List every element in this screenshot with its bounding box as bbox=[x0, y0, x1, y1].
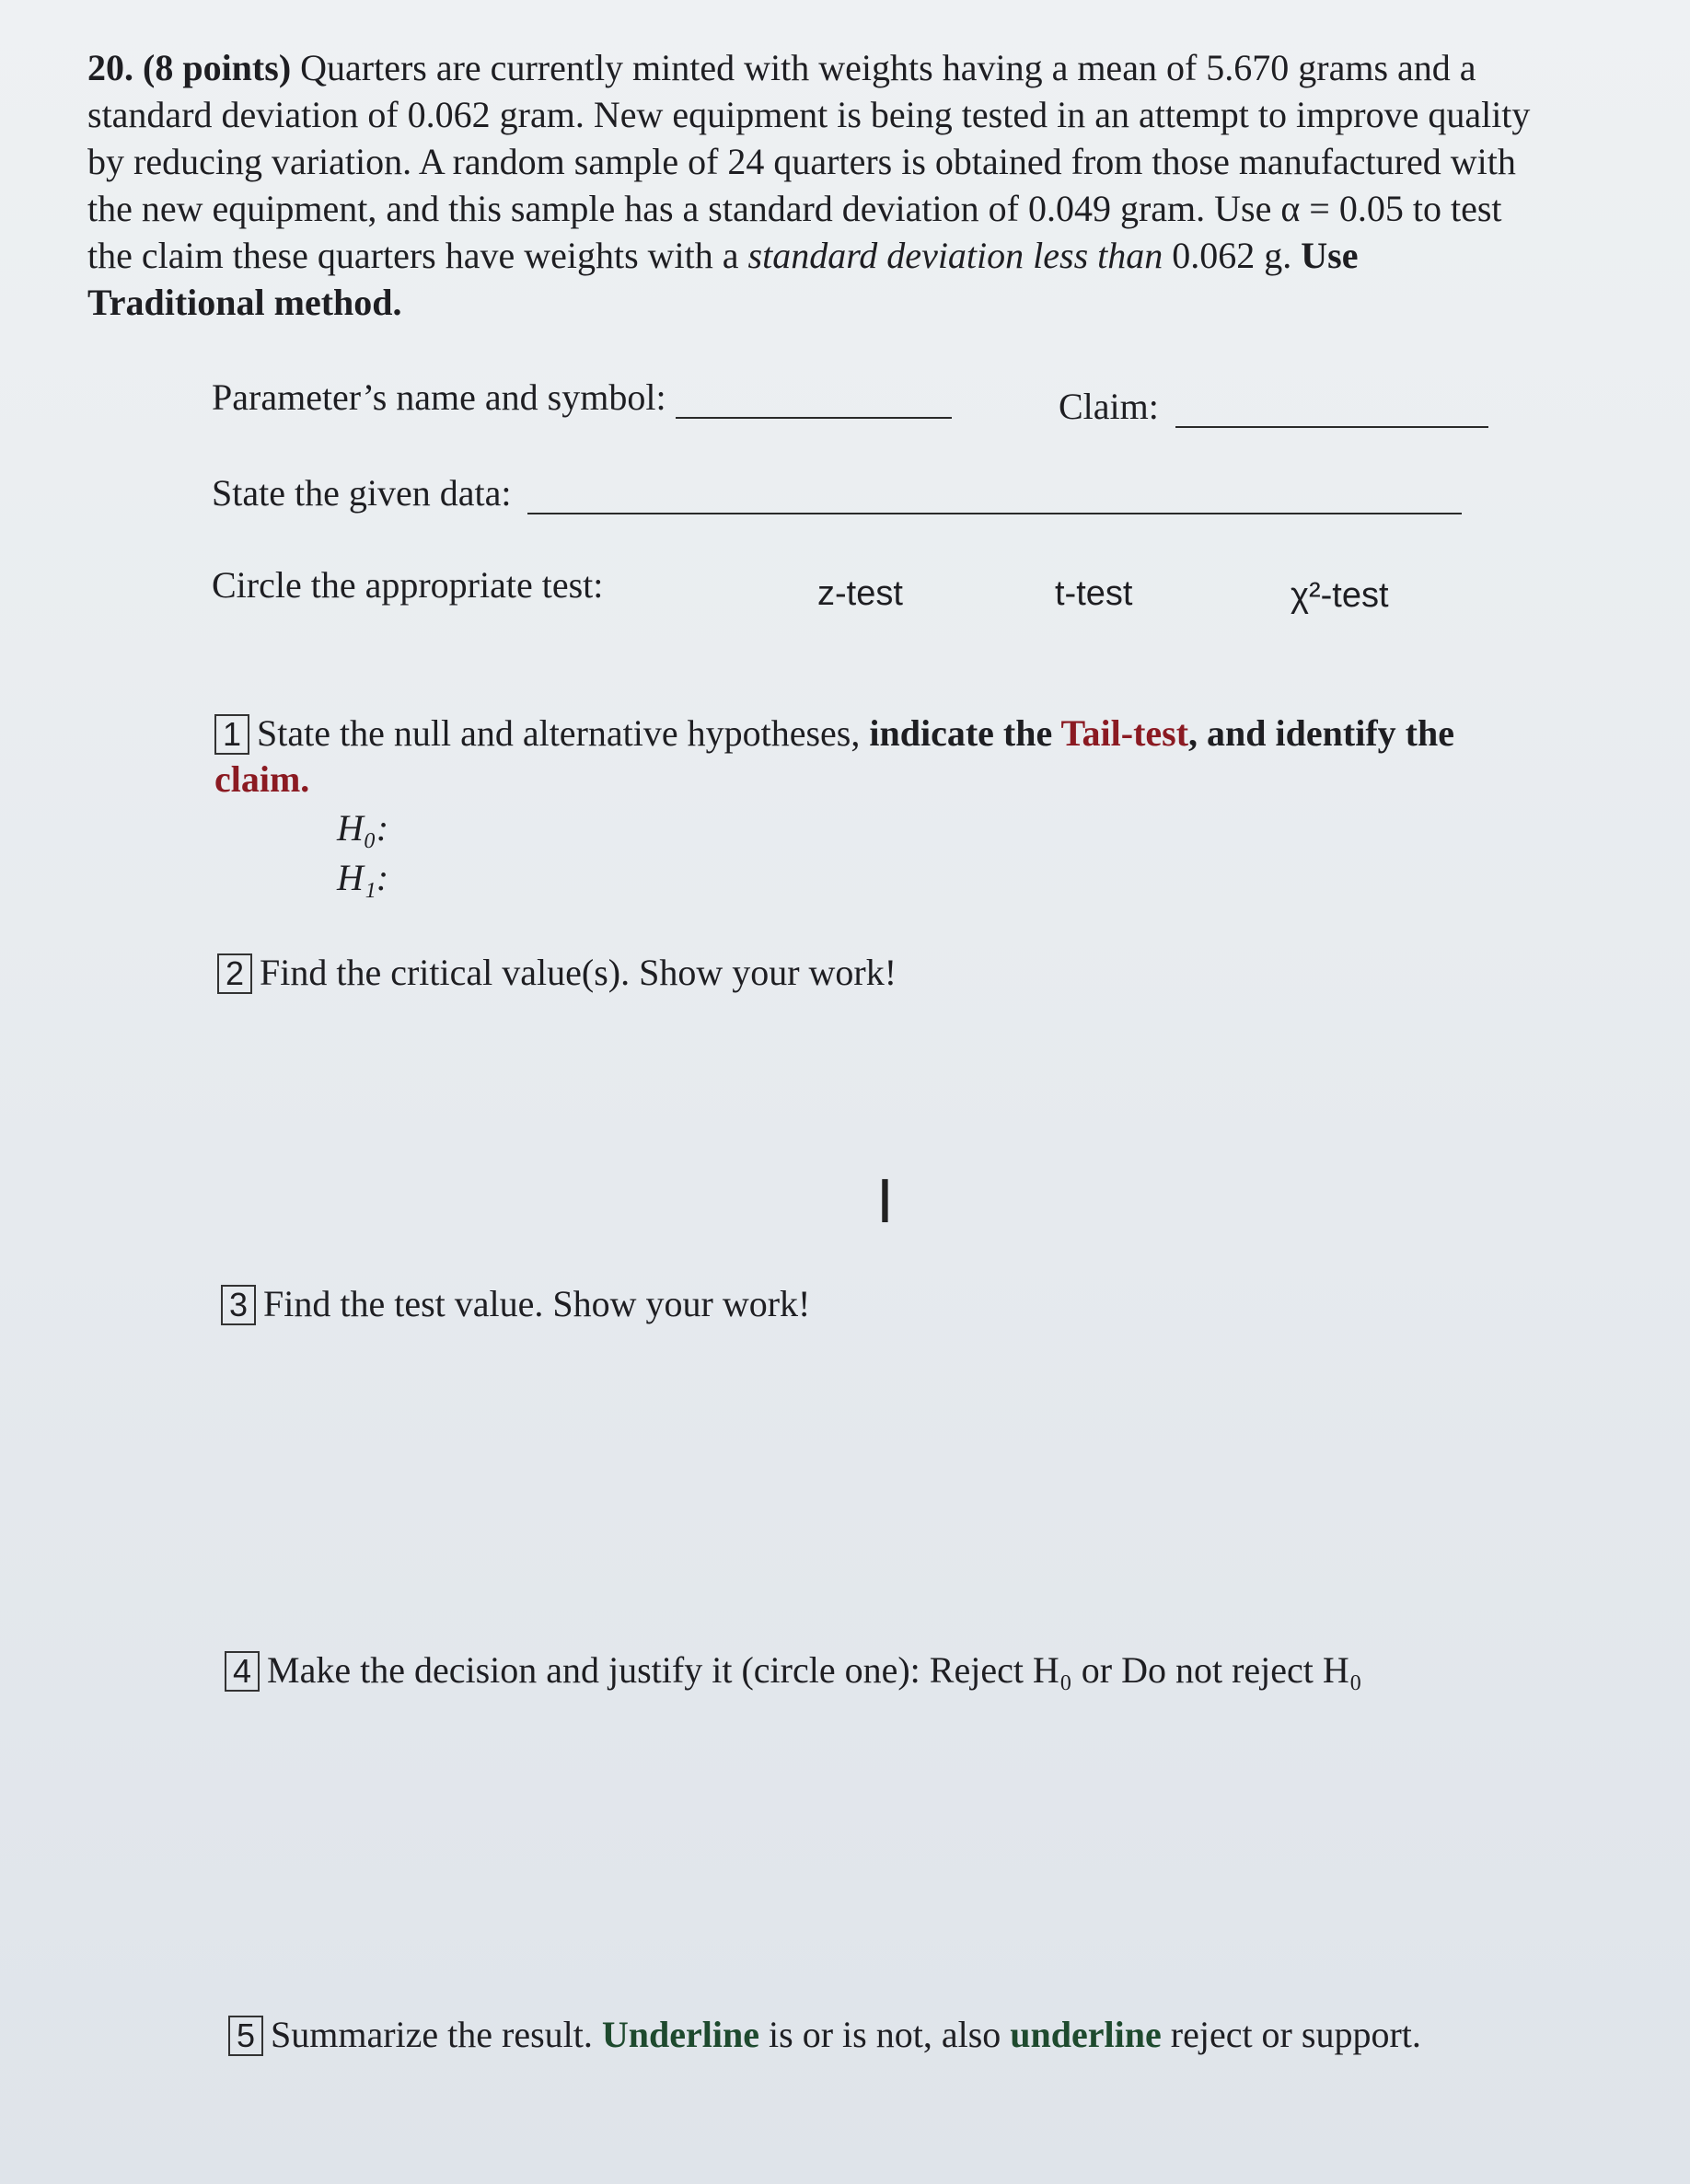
problem-statement bbox=[87, 44, 1533, 326]
step-4 bbox=[225, 1647, 1362, 1693]
step-5-text-e: reject or support. bbox=[1161, 2014, 1421, 2055]
problem-text-italic: standard deviation less than bbox=[747, 235, 1163, 276]
step-1-claim: claim. bbox=[214, 758, 310, 800]
step-5-text-a: Summarize the result. bbox=[271, 2014, 602, 2055]
test-label: Circle the appropriate test: bbox=[212, 564, 604, 606]
parameter-blank[interactable] bbox=[676, 384, 952, 419]
problem-points: (8 points) bbox=[143, 47, 292, 88]
step-1-text: State the null and alternative hypotheses, bbox=[257, 712, 870, 754]
given-data-row bbox=[212, 471, 1462, 514]
step-3-text: Find the test value. Show your work! bbox=[263, 1283, 811, 1324]
step-4-text: Make the decision and justify it (circle one): Reject H₀ or Do not reject H₀ bbox=[267, 1649, 1362, 1691]
step-3-number: 3 bbox=[221, 1285, 256, 1325]
problem-text-1: Quarters are currently minted with weights having a mean of 5.670 grams and a standard deviation of 0.062 gram. New equipment is being tested in an attempt to improve quality by reducing variation. A random sample of 24 quarters is obtained from those manufactured with the new equipment, and this sample has a standard deviation of 0.049 gram. Use α = 0.05 to test the claim these quarters have weights with a bbox=[87, 47, 1531, 276]
step-5 bbox=[228, 2012, 1421, 2058]
test-option-z[interactable]: z-test bbox=[817, 574, 903, 613]
text-cursor-icon: I bbox=[876, 1169, 894, 1237]
null-hypothesis: H₀: bbox=[337, 807, 389, 849]
given-data-blank[interactable] bbox=[527, 480, 1462, 514]
step-1 bbox=[214, 711, 1522, 803]
problem-text-2: 0.062 g. bbox=[1163, 235, 1302, 276]
step-5-underline-1: Underline bbox=[601, 2014, 760, 2055]
step-5-underline-2: underline bbox=[1010, 2014, 1162, 2055]
parameter-row bbox=[212, 376, 952, 419]
test-option-t[interactable]: t-test bbox=[1055, 574, 1133, 613]
problem-number: 20. bbox=[87, 47, 133, 88]
step-5-number: 5 bbox=[228, 2016, 263, 2056]
given-data-label: State the given data: bbox=[212, 472, 512, 514]
claim-label: Claim: bbox=[1059, 386, 1159, 427]
test-row bbox=[212, 563, 603, 607]
step-3 bbox=[221, 1281, 810, 1327]
step-4-number: 4 bbox=[225, 1651, 260, 1692]
step-2-text: Find the critical value(s). Show your work! bbox=[260, 952, 897, 993]
parameter-label: Parameter’s name and symbol: bbox=[212, 376, 666, 418]
step-1-tail-test: Tail-test bbox=[1060, 712, 1189, 754]
claim-blank[interactable] bbox=[1175, 393, 1488, 428]
claim-row bbox=[1059, 385, 1488, 428]
alternative-hypothesis: H₁: bbox=[337, 857, 389, 898]
step-1-bold-a: indicate the bbox=[869, 712, 1061, 754]
step-2-number: 2 bbox=[217, 953, 252, 994]
step-1-bold-b: , and identify the bbox=[1188, 712, 1454, 754]
problem-method: Use Traditional method. bbox=[87, 235, 1359, 323]
test-option-chi[interactable]: χ²-test bbox=[1291, 576, 1389, 615]
step-2 bbox=[217, 950, 897, 996]
step-5-text-c: is or is not, also bbox=[759, 2014, 1011, 2055]
step-1-number: 1 bbox=[214, 714, 249, 755]
